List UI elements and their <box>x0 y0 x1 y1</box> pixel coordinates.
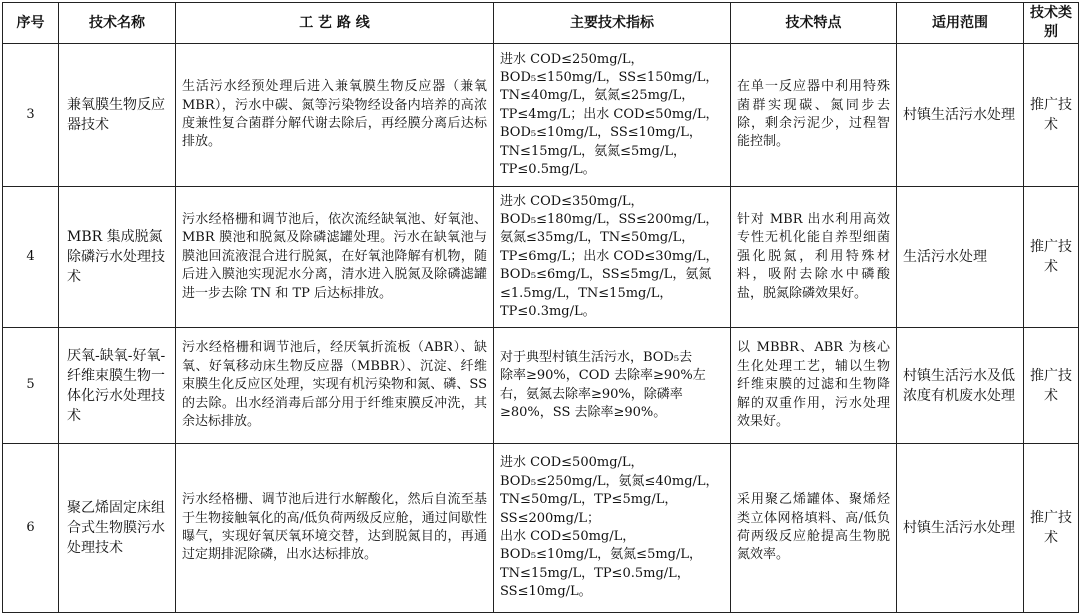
indicator-line: TP≤0.3mg/L。 <box>500 304 596 320</box>
header-feature: 技术特点 <box>731 3 897 44</box>
process-route: 污水经格栅和调节池后，经厌氧折流板（ABR）、缺氧、好氧移动床生物反应器（MBBR）、沉淀、纤维束膜生化反应区处理，实现有机污染物和氮、磷、SS 的去除。出水经消毒后部分用于纤维束膜反冲洗，其余达标排放。 <box>176 328 494 444</box>
application-scope: 村镇生活污水及低浓度有机废水处理 <box>897 328 1024 444</box>
technical-features: 在单一反应器中利用特殊菌群实现碳、氮同步去除，剩余污泥少，过程智能控制。 <box>731 44 897 187</box>
indicator-line: BOD₅≤150mg/L，SS≤150mg/L， <box>500 69 719 85</box>
technical-features: 采用聚乙烯罐体、聚烯烃类立体网格填料、高/低负荷两级反应舱提高生物脱氮效率。 <box>731 444 897 613</box>
technology-table <box>2 2 1079 613</box>
table-row <box>3 444 1079 613</box>
indicator-line: TP≤6mg/L；出水 COD≤30mg/L， <box>500 248 719 264</box>
technology-category: 推广技术 <box>1024 328 1079 444</box>
indicator-line: 进水 COD≤500mg/L， <box>500 455 644 471</box>
row-number: 4 <box>3 187 59 328</box>
process-route: 污水经格栅和调节池后，依次流经缺氧池、好氧池、MBR 膜池和脱氮及除磷滤罐处理。污水在缺氧池与膜池回流液混合进行脱氮，在好氧池降解有机物，随后进入膜池实现泥水分离，清水进入脱氮及除磷滤罐进一步去除 TN 和 TP 后达标排放。 <box>176 187 494 328</box>
technical-indicators <box>494 328 731 444</box>
indicator-line: ≤1.5mg/L，TN≤15mg/L， <box>500 285 673 301</box>
indicator-line: 氨氮≤35mg/L，TN≤50mg/L， <box>500 230 695 246</box>
indicator-line: BOD₅≤180mg/L，SS≤200mg/L， <box>500 211 719 227</box>
header-row <box>3 3 1079 44</box>
technical-features: 针对 MBR 出水利用高效专性无机化能自养型细菌强化脱氮，利用特殊材料，吸附去除水中磷酸盐，脱氮除磷效果好。 <box>731 187 897 328</box>
indicator-line: BOD₅≤6mg/L，SS≤5mg/L，氨氮 <box>500 267 712 283</box>
technical-indicators <box>494 444 731 613</box>
indicator-line: 进水 COD≤250mg/L， <box>500 51 644 67</box>
technology-name: 厌氧-缺氧-好氧-纤维束膜生物一体化污水处理技术 <box>59 328 176 444</box>
technical-features: 以 MBBR、ABR 为核心生化处理工艺，辅以生物纤维束膜的过滤和生物降解的双重作用，污水处理效果好。 <box>731 328 897 444</box>
indicator-line: BOD₅≤250mg/L，氨氮≤40mg/L， <box>500 473 719 489</box>
indicator-line: 除率≥90%，COD 去除率≥90%左 <box>500 368 706 384</box>
indicator-line: TN≤50mg/L，TP≤5mg/L， <box>500 492 678 508</box>
indicator-line: 对于典型村镇生活污水，BOD₅去 <box>500 349 693 365</box>
indicator-line: 出水 COD≤50mg/L， <box>500 529 636 544</box>
header-route: 工 艺 路 线 <box>176 3 494 44</box>
row-number: 6 <box>3 444 59 613</box>
indicator-line: BOD₅≤10mg/L，SS≤10mg/L， <box>500 125 702 141</box>
indicator-line: TN≤15mg/L，氨氮≤5mg/L， <box>500 143 686 159</box>
indicator-line: 进水 COD≤350mg/L， <box>500 193 644 209</box>
table-row <box>3 44 1079 187</box>
technology-name: 聚乙烯固定床组合式生物膜污水处理技术 <box>59 444 176 613</box>
process-route: 污水经格栅、调节池后进行水解酸化，然后自流至基于生物接触氧化的高/低负荷两级反应舱，通过间歇性曝气，实现好氧厌氧环境交替，达到脱氮目的，再通过定期排泥除磷，出水达标排放。 <box>176 444 494 613</box>
row-number: 5 <box>3 328 59 444</box>
row-number: 3 <box>3 44 59 187</box>
technology-name: 兼氧膜生物反应器技术 <box>59 44 176 187</box>
indicator-line: 右，氨氮去除率≥90%，除磷率 <box>500 386 683 402</box>
indicator-line: TN≤15mg/L，TP≤0.5mg/L， <box>500 565 690 581</box>
header-scope: 适用范围 <box>897 3 1024 44</box>
table-row <box>3 187 1079 328</box>
technology-category: 推广技术 <box>1024 444 1079 613</box>
technology-category: 推广技术 <box>1024 187 1079 328</box>
indicator-line: BOD₅≤10mg/L，氨氮≤5mg/L， <box>500 547 703 563</box>
header-name: 技术名称 <box>59 3 176 44</box>
application-scope: 生活污水处理 <box>897 187 1024 328</box>
technology-category: 推广技术 <box>1024 44 1079 187</box>
technical-indicators <box>494 187 731 328</box>
header-type: 技术类别 <box>1024 3 1079 44</box>
application-scope: 村镇生活污水处理 <box>897 444 1024 613</box>
process-route: 生活污水经预处理后进入兼氧膜生物反应器（兼氧 MBR），污水中碳、氮等污染物经设备内培养的高浓度兼性复合菌群分解代谢去除后，再经膜分离后达标排放。 <box>176 44 494 187</box>
indicator-line: TP≤4mg/L；出水 COD≤50mg/L， <box>500 106 719 122</box>
header-no: 序号 <box>3 3 59 44</box>
indicator-line: SS≤200mg/L； <box>500 510 600 526</box>
indicator-line: TP≤0.5mg/L。 <box>500 162 596 178</box>
technology-name: MBR 集成脱氮除磷污水处理技术 <box>59 187 176 328</box>
indicator-line: SS≤10mg/L。 <box>500 584 592 600</box>
indicator-line: ≥80%，SS 去除率≥90%。 <box>500 404 667 420</box>
technical-indicators <box>494 44 731 187</box>
header-indicator: 主要技术指标 <box>494 3 731 44</box>
table-row <box>3 328 1079 444</box>
indicator-line: TN≤40mg/L，氨氮≤25mg/L， <box>500 88 695 104</box>
application-scope: 村镇生活污水处理 <box>897 44 1024 187</box>
